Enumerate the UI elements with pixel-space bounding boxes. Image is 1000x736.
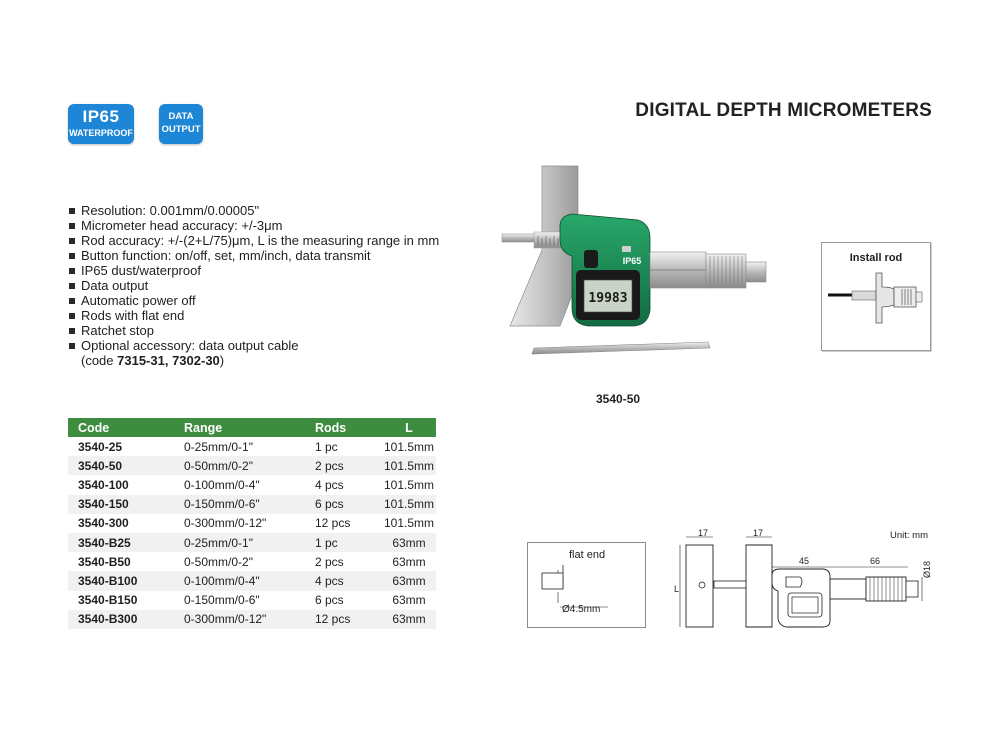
- dim-45: 45: [799, 556, 810, 566]
- cell-range: 0-300mm/0-12": [184, 516, 267, 531]
- cell-l: 63mm: [382, 571, 436, 590]
- cell-range: 0-50mm/0-2": [184, 554, 253, 569]
- feature-list: [67, 203, 439, 368]
- cell-l: 63mm: [392, 554, 426, 569]
- accessory-prefix: (code: [81, 353, 118, 368]
- flat-end-label: flat end: [569, 549, 606, 561]
- table-row: [68, 610, 436, 629]
- cell-code: 3540-50: [68, 456, 174, 475]
- col-code-header: Code: [68, 418, 174, 437]
- cell-rods: 4 pcs: [305, 571, 382, 590]
- table-row: [68, 591, 436, 610]
- ip65-badge-main: IP65: [82, 107, 120, 126]
- col-range-header: Range: [174, 418, 305, 437]
- ip65-badge-sub: WATERPROOF: [69, 128, 133, 138]
- unit-label: Unit: mm: [890, 530, 928, 541]
- cell-l: 101.5mm: [382, 456, 436, 475]
- cell-rods: 2 pcs: [305, 456, 382, 475]
- spec-table: [68, 418, 436, 629]
- cell-code: 3540-B100: [68, 571, 174, 590]
- table-row: [68, 514, 436, 533]
- cell-code: 3540-B50: [78, 554, 131, 569]
- dim-d18: Ø18: [922, 560, 932, 578]
- table-row: [68, 552, 436, 571]
- feature-item: Micrometer head accuracy: +/-3μm: [67, 218, 439, 233]
- table-row: [68, 456, 436, 475]
- page-title: DIGITAL DEPTH MICROMETERS: [635, 100, 932, 121]
- cell-rods: 1 pc: [305, 533, 382, 552]
- feature-item: Automatic power off: [67, 293, 439, 308]
- col-rods-header: Rods: [305, 418, 382, 437]
- feature-item: Data output: [67, 278, 439, 293]
- cell-rods: 12 pcs: [315, 516, 351, 531]
- feature-item: Rod accuracy: +/-(2+L/75)μm, L is the measuring range in mm: [67, 233, 439, 248]
- table-row: [68, 495, 436, 514]
- accessory-suffix: ): [219, 353, 225, 368]
- display-reading: 19983: [588, 291, 628, 306]
- cell-rods: 6 pcs: [315, 593, 344, 608]
- install-rod-diagram: [822, 243, 930, 350]
- cell-rods: 1 pc: [315, 439, 338, 454]
- cell-l: 101.5mm: [383, 477, 435, 492]
- cell-code: 3540-150: [68, 495, 174, 514]
- accessory-codes-line: [67, 353, 439, 368]
- cell-rods: 6 pcs: [305, 495, 382, 514]
- dim-l: L: [674, 584, 680, 594]
- ip65-waterproof-badge: [68, 104, 134, 144]
- cell-code: 3540-300: [78, 516, 129, 531]
- cell-code: 3540-B150: [78, 593, 138, 608]
- cell-l: 101.5mm: [383, 439, 435, 454]
- cell-code: 3540-100: [78, 477, 129, 492]
- cell-l: 63mm: [392, 593, 426, 608]
- data-output-badge: [159, 104, 203, 144]
- cell-l: 101.5mm: [383, 516, 435, 531]
- cell-code: 3540-25: [78, 439, 123, 454]
- body-ip65-label: IP65: [622, 256, 642, 266]
- cell-range: 0-25mm/0-1": [184, 439, 253, 454]
- product-caption: 3540-50: [596, 392, 641, 406]
- depth-micrometer-image: [498, 160, 788, 370]
- table-row: [68, 437, 436, 456]
- cell-l: 101.5mm: [382, 495, 436, 514]
- flat-end-diameter: Ø4.5mm: [562, 604, 601, 615]
- cell-range: 0-25mm/0-1": [174, 533, 305, 552]
- table-row: [68, 533, 436, 552]
- accessory-codes: 7315-31, 7302-30: [117, 353, 220, 368]
- cell-range: 0-150mm/0-6": [184, 593, 260, 608]
- cell-l: 63mm: [382, 610, 436, 629]
- cell-range: 0-300mm/0-12": [174, 610, 305, 629]
- install-rod-label: Install rod: [849, 252, 903, 264]
- table-header-row: [68, 418, 436, 437]
- flat-end-panel: [527, 542, 646, 628]
- cell-code: 3540-B25: [68, 533, 174, 552]
- cell-l: 63mm: [382, 533, 436, 552]
- table-row: [68, 475, 436, 494]
- cell-rods: 12 pcs: [305, 610, 382, 629]
- dim-66: 66: [870, 556, 881, 566]
- dim-17-base: 17: [753, 528, 764, 538]
- install-rod-panel: [821, 242, 931, 351]
- feature-item: Ratchet stop: [67, 323, 439, 338]
- feature-item: Resolution: 0.001mm/0.00005": [67, 203, 439, 218]
- cell-code: 3540-B300: [68, 610, 174, 629]
- cell-range: 0-100mm/0-4": [184, 477, 260, 492]
- cell-range: 0-50mm/0-2": [174, 456, 305, 475]
- data-badge-line2: OUTPUT: [161, 124, 201, 135]
- feature-item: Optional accessory: data output cable: [67, 338, 439, 353]
- cell-rods: 4 pcs: [315, 477, 344, 492]
- dim-17-side: 17: [698, 528, 709, 538]
- data-badge-line1: DATA: [168, 111, 194, 122]
- feature-item: Button function: on/off, set, mm/inch, data transmit: [67, 248, 439, 263]
- cell-range: 0-100mm/0-4": [174, 571, 305, 590]
- feature-item: Rods with flat end: [67, 308, 439, 323]
- table-row: [68, 571, 436, 590]
- cell-rods: 2 pcs: [315, 554, 344, 569]
- feature-item: IP65 dust/waterproof: [67, 263, 439, 278]
- cell-range: 0-150mm/0-6": [174, 495, 305, 514]
- col-l-header: L: [382, 418, 436, 437]
